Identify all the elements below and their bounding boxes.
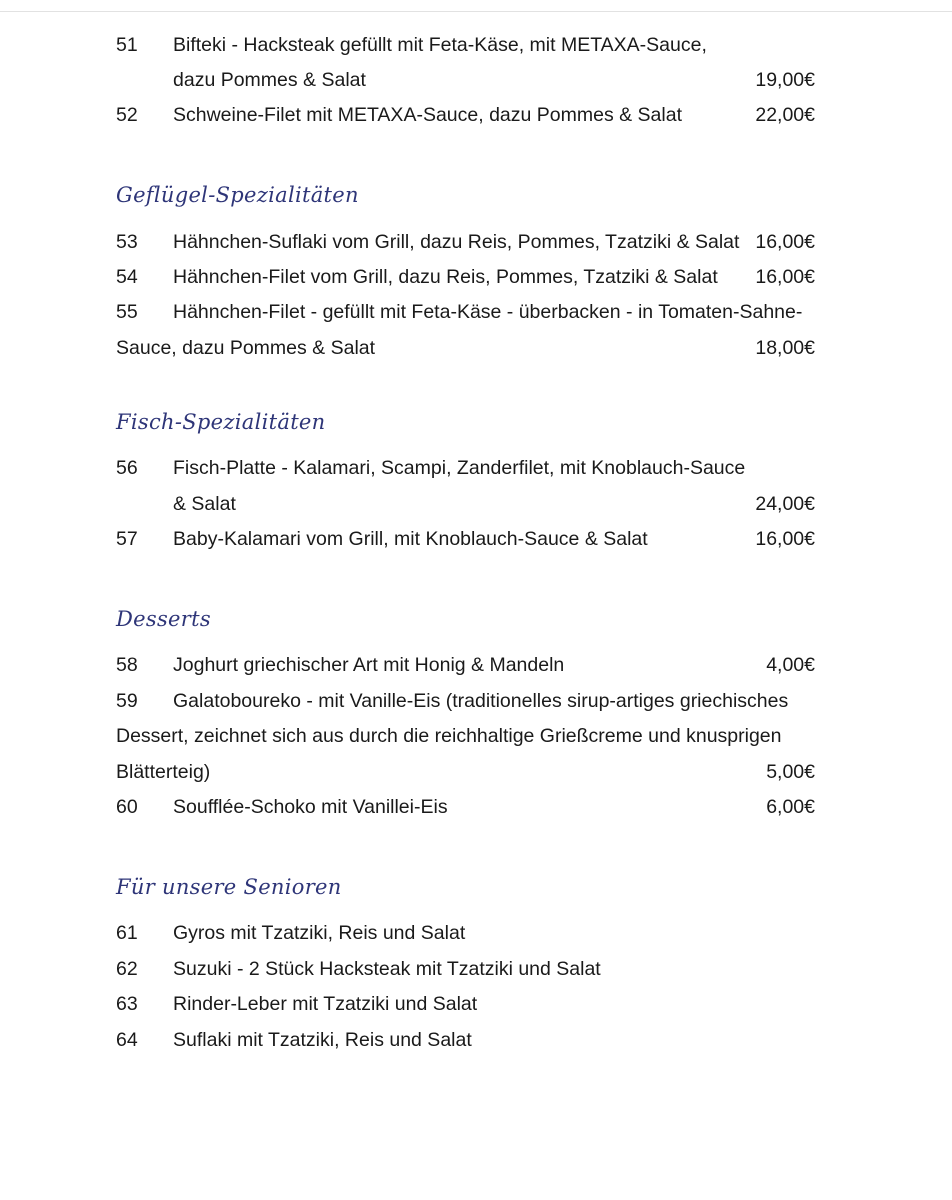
page-top-divider (0, 11, 952, 12)
item-description: Suflaki mit Tzatziki, Reis und Salat (173, 1029, 472, 1051)
menu-line-59-cont2 (0, 754, 952, 790)
item-number: 55 (116, 301, 138, 323)
item-description: Hähnchen-Suflaki vom Grill, dazu Reis, Pommes, Tzatziki & Salat (173, 231, 740, 253)
menu-line-59-cont (0, 718, 952, 754)
menu-line-57 (0, 521, 952, 557)
item-description: Bifteki - Hacksteak gefüllt mit Feta-Käse, mit METAXA-Sauce, (173, 34, 707, 56)
menu-line-59 (0, 683, 952, 719)
item-price: 16,00€ (755, 528, 815, 550)
item-price: 6,00€ (766, 796, 815, 818)
item-description: Blätterteig) (116, 761, 211, 783)
menu-line-60 (0, 789, 952, 825)
item-number: 61 (116, 922, 138, 944)
item-price: 24,00€ (755, 493, 815, 515)
section-heading-seniors: Für unsere Senioren (116, 875, 342, 899)
menu-line-55 (0, 294, 952, 330)
item-price: 19,00€ (755, 69, 815, 91)
item-price: 18,00€ (755, 337, 815, 359)
item-number: 51 (116, 34, 138, 56)
item-description: Fisch-Platte - Kalamari, Scampi, Zanderfilet, mit Knoblauch-Sauce (173, 457, 746, 479)
item-price: 16,00€ (755, 231, 815, 253)
item-description: Rinder-Leber mit Tzatziki und Salat (173, 993, 478, 1015)
menu-line-55-cont (0, 330, 952, 366)
item-number: 56 (116, 457, 138, 479)
menu-line-56 (0, 450, 952, 486)
item-description: Galatoboureko - mit Vanille-Eis (traditionelles sirup-artiges griechisches (173, 690, 789, 712)
menu-line-53 (0, 224, 952, 260)
section-heading-poultry: Geflügel-Spezialitäten (116, 183, 359, 207)
menu-line-63 (0, 986, 952, 1022)
item-price: 5,00€ (766, 761, 815, 783)
section-heading-desserts: Desserts (116, 607, 211, 631)
item-number: 64 (116, 1029, 138, 1051)
item-number: 58 (116, 654, 138, 676)
item-description: dazu Pommes & Salat (173, 69, 366, 91)
menu-line-61 (0, 915, 952, 951)
menu-line-51-cont (0, 62, 952, 98)
item-price: 22,00€ (755, 104, 815, 126)
item-number: 63 (116, 993, 138, 1015)
menu-line-54 (0, 259, 952, 295)
item-price: 4,00€ (766, 654, 815, 676)
item-description: Sauce, dazu Pommes & Salat (116, 337, 376, 359)
menu-line-58 (0, 647, 952, 683)
item-number: 52 (116, 104, 138, 126)
item-number: 62 (116, 958, 138, 980)
menu-line-62 (0, 951, 952, 987)
item-description: Baby-Kalamari vom Grill, mit Knoblauch-Sauce & Salat (173, 528, 648, 550)
item-description: & Salat (173, 493, 236, 515)
section-heading-fish: Fisch-Spezialitäten (116, 410, 326, 434)
item-description: Dessert, zeichnet sich aus durch die reichhaltige Grießcreme und knusprigen (116, 725, 782, 747)
item-description: Soufflée-Schoko mit Vanillei-Eis (173, 796, 448, 818)
menu-line-51 (0, 27, 952, 63)
item-description: Hähnchen-Filet vom Grill, dazu Reis, Pommes, Tzatziki & Salat (173, 266, 718, 288)
menu-line-52 (0, 97, 952, 133)
item-number: 57 (116, 528, 138, 550)
item-description: Hähnchen-Filet - gefüllt mit Feta-Käse - überbacken - in Tomaten-Sahne- (173, 301, 803, 323)
item-description: Suzuki - 2 Stück Hacksteak mit Tzatziki und Salat (173, 958, 601, 980)
item-number: 60 (116, 796, 138, 818)
menu-line-64 (0, 1022, 952, 1058)
item-number: 59 (116, 690, 138, 712)
menu-line-56-cont (0, 486, 952, 522)
item-description: Joghurt griechischer Art mit Honig & Mandeln (173, 654, 565, 676)
item-description: Gyros mit Tzatziki, Reis und Salat (173, 922, 466, 944)
item-description: Schweine-Filet mit METAXA-Sauce, dazu Pommes & Salat (173, 104, 682, 126)
item-number: 53 (116, 231, 138, 253)
item-price: 16,00€ (755, 266, 815, 288)
item-number: 54 (116, 266, 138, 288)
